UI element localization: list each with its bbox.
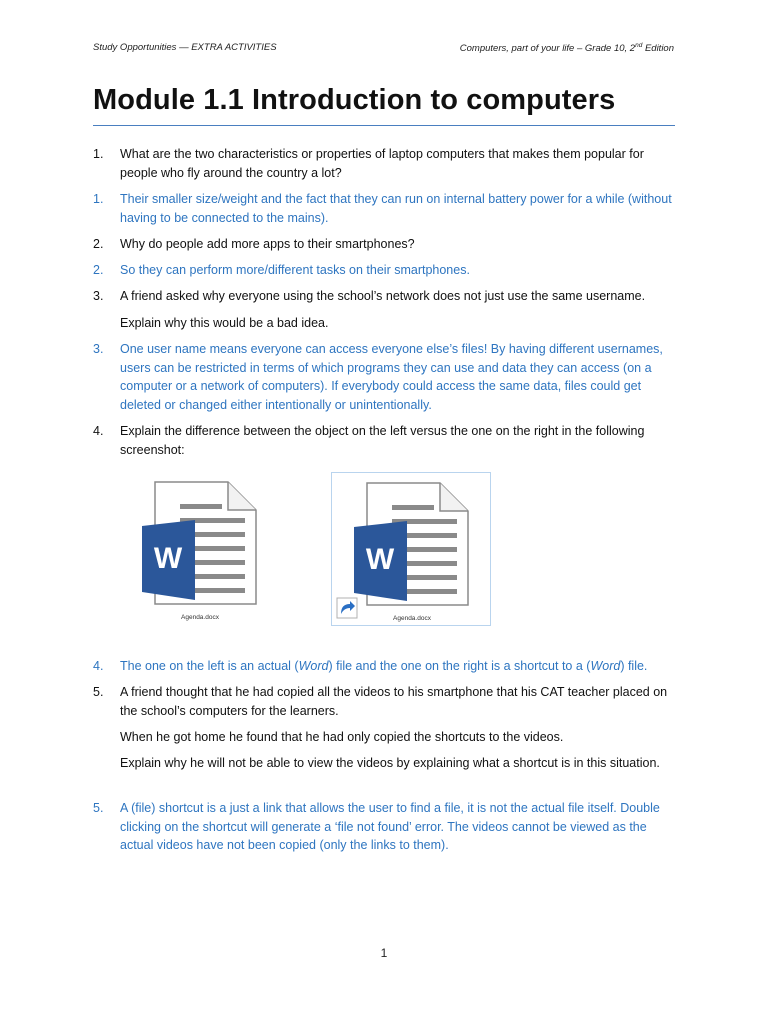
- answer-number: 1.: [93, 192, 104, 206]
- word-file-icon-card[interactable]: [120, 472, 280, 626]
- answer-italic-word: Word: [298, 659, 329, 673]
- question-3-part-2: [93, 314, 683, 333]
- header-right-sup: nd: [635, 42, 643, 49]
- question-2: [93, 235, 683, 254]
- question-number: 2.: [93, 237, 104, 251]
- file-label: Agenda.docx: [181, 614, 219, 621]
- word-document-icon: [332, 473, 492, 627]
- answer-4: [93, 657, 683, 676]
- question-3: [93, 287, 683, 306]
- answer-text: [120, 657, 680, 676]
- question-number: 5.: [93, 685, 104, 699]
- word-letter: W: [153, 542, 183, 575]
- answer-text: A (file) shortcut is a just a link that allows the user to find a file, it is not the actual file itself. Double clicking on the shortcut will generate a ‘file not found’ error. The videos cannot be viewed as the actual videos have not been copied (only the links to them).: [120, 801, 660, 852]
- question-text: Explain why this would be a bad idea.: [120, 316, 329, 330]
- answer-3: [93, 340, 683, 416]
- question-text: Explain why he will not be able to view the videos by explaining what a shortcut is in this situation.: [120, 756, 660, 770]
- header-right: [460, 42, 674, 54]
- answer-number: 4.: [93, 659, 104, 673]
- title-underline: [93, 125, 675, 126]
- answer-2: [93, 261, 683, 280]
- question-1: [93, 145, 683, 183]
- answer-text: So they can perform more/different tasks on their smartphones.: [120, 263, 470, 277]
- question-text: What are the two characteristics or properties of laptop computers that makes them popular for people who fly around the country a lot?: [120, 147, 644, 180]
- answer-text: Their smaller size/weight and the fact that they can run on internal battery power for a while (without having to be connected to the mains).: [120, 192, 672, 225]
- page-header: [93, 42, 674, 58]
- question-5-part-2: [93, 728, 683, 747]
- question-4: [93, 422, 683, 460]
- word-letter: W: [365, 543, 395, 576]
- answer-text-part: ) file and the one on the right is a shortcut to a (: [328, 659, 591, 673]
- question-text: Why do people add more apps to their smartphones?: [120, 237, 415, 251]
- word-shortcut-icon-card[interactable]: [331, 472, 491, 626]
- question-5-part-3: [93, 754, 683, 792]
- answer-1: [93, 190, 683, 228]
- question-text: A friend thought that he had copied all the videos to his smartphone that his CAT teacher placed on the school’s computers for the learners.: [120, 685, 668, 718]
- answer-text-part: ) file.: [620, 659, 648, 673]
- answer-5: [93, 799, 683, 855]
- question-text: A friend asked why everyone using the school’s network does not just use the same username.: [120, 289, 646, 303]
- question-number: 4.: [93, 424, 104, 438]
- page-number: 1: [380, 946, 388, 960]
- header-left: Study Opportunities — EXTRA ACTIVITIES: [93, 42, 277, 53]
- word-document-icon: [120, 472, 280, 626]
- question-5: [93, 683, 683, 721]
- question-text: When he got home he found that he had only copied the shortcuts to the videos.: [120, 730, 564, 744]
- answer-number: 3.: [93, 342, 104, 356]
- question-text: Explain the difference between the object on the left versus the one on the right in the following screenshot:: [120, 424, 645, 457]
- question-number: 3.: [93, 289, 104, 303]
- header-right-end: Edition: [642, 43, 674, 55]
- header-right-main: Computers, part of your life – Grade 10, 2: [459, 43, 636, 55]
- answer-text-part: The one on the left is an actual (: [120, 659, 299, 673]
- answer-italic-word: Word: [590, 659, 621, 673]
- answer-number: 2.: [93, 263, 104, 277]
- answer-number: 5.: [93, 801, 104, 815]
- file-label: Agenda.docx: [393, 615, 431, 622]
- question-number: 1.: [93, 147, 104, 161]
- page-title: Module 1.1 Introduction to computers: [93, 84, 616, 116]
- answer-text: One user name means everyone can access everyone else’s files! By having different usernames, users can be restricted in terms of which programs they can use and data they can access (on a computer or a network of computers). If everybody could access the same data, files could get deleted or changed either intentionally or unintentionally.: [120, 342, 663, 412]
